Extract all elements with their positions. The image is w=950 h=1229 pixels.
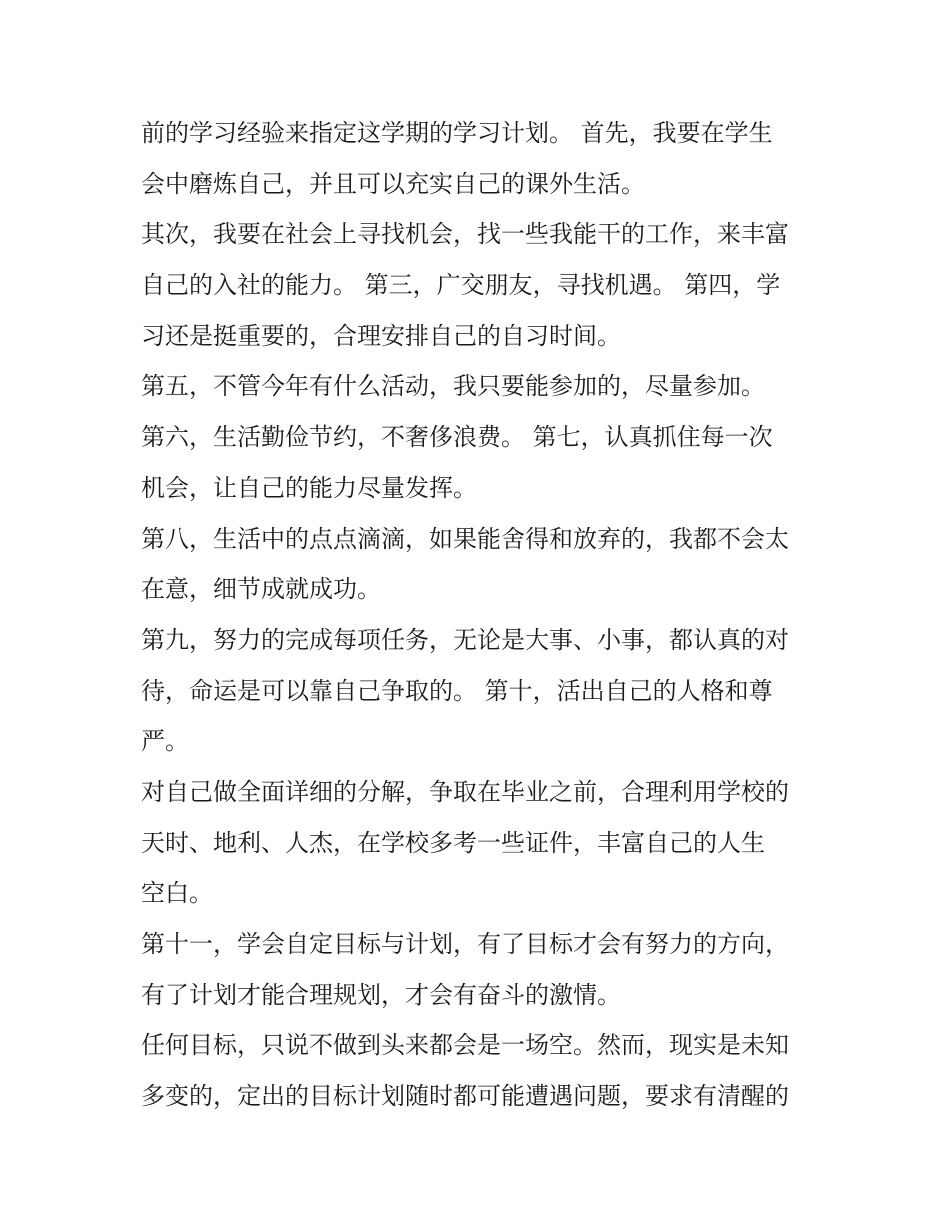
text-line: 第六，生活勤俭节约，不奢侈浪费。 第七，认真抓住每一次 [141, 423, 773, 452]
text-line: 对自己做全面详细的分解，争取在毕业之前，合理利用学校的 [141, 777, 789, 806]
text-line: 习还是挺重要的，合理安排自己的自习时间。 [141, 321, 621, 350]
text-line: 前的学习经验来指定这学期的学习计划。 首先，我要在学生 [141, 119, 773, 147]
text-line: 其次，我要在社会上寻找机会，找一些我能干的工作，来丰富 [141, 220, 789, 249]
text-line: 任何目标，只说不做到头来都会是一场空。然而，现实是未知 [141, 1031, 789, 1060]
text-line: 天时、地利、人杰，在学校多考一些证件，丰富自己的人生 [141, 828, 765, 857]
text-line: 自己的入社的能力。 第三，广交朋友，寻找机遇。 第四，学 [141, 271, 781, 300]
text-line: 空白。 [141, 879, 213, 908]
text-line: 第十一，学会自定目标与计划，有了目标才会有努力的方向， [141, 930, 789, 958]
text-line: 第五，不管今年有什么活动，我只要能参加的，尽量参加。 [141, 372, 765, 401]
text-line: 待，命运是可以靠自己争取的。 第十，活出自己的人格和尊 [141, 676, 773, 705]
text-line: 第八，生活中的点点滴滴，如果能舍得和放弃的，我都不会太 [141, 524, 789, 553]
text-line: 多变的，定出的目标计划随时都可能遭遇问题，要求有清醒的 [141, 1082, 789, 1111]
document-body [141, 108, 821, 1122]
text-line: 第九，努力的完成每项任务，无论是大事、小事，都认真的对 [141, 625, 789, 654]
text-line: 机会，让自己的能力尽量发挥。 [141, 473, 477, 502]
text-line: 有了计划才能合理规划，才会有奋斗的激情。 [141, 980, 621, 1009]
text-line: 会中磨炼自己，并且可以充实自己的课外生活。 [141, 169, 645, 198]
text-line: 严。 [141, 727, 189, 756]
text-line: 在意，细节成就成功。 [141, 575, 381, 604]
